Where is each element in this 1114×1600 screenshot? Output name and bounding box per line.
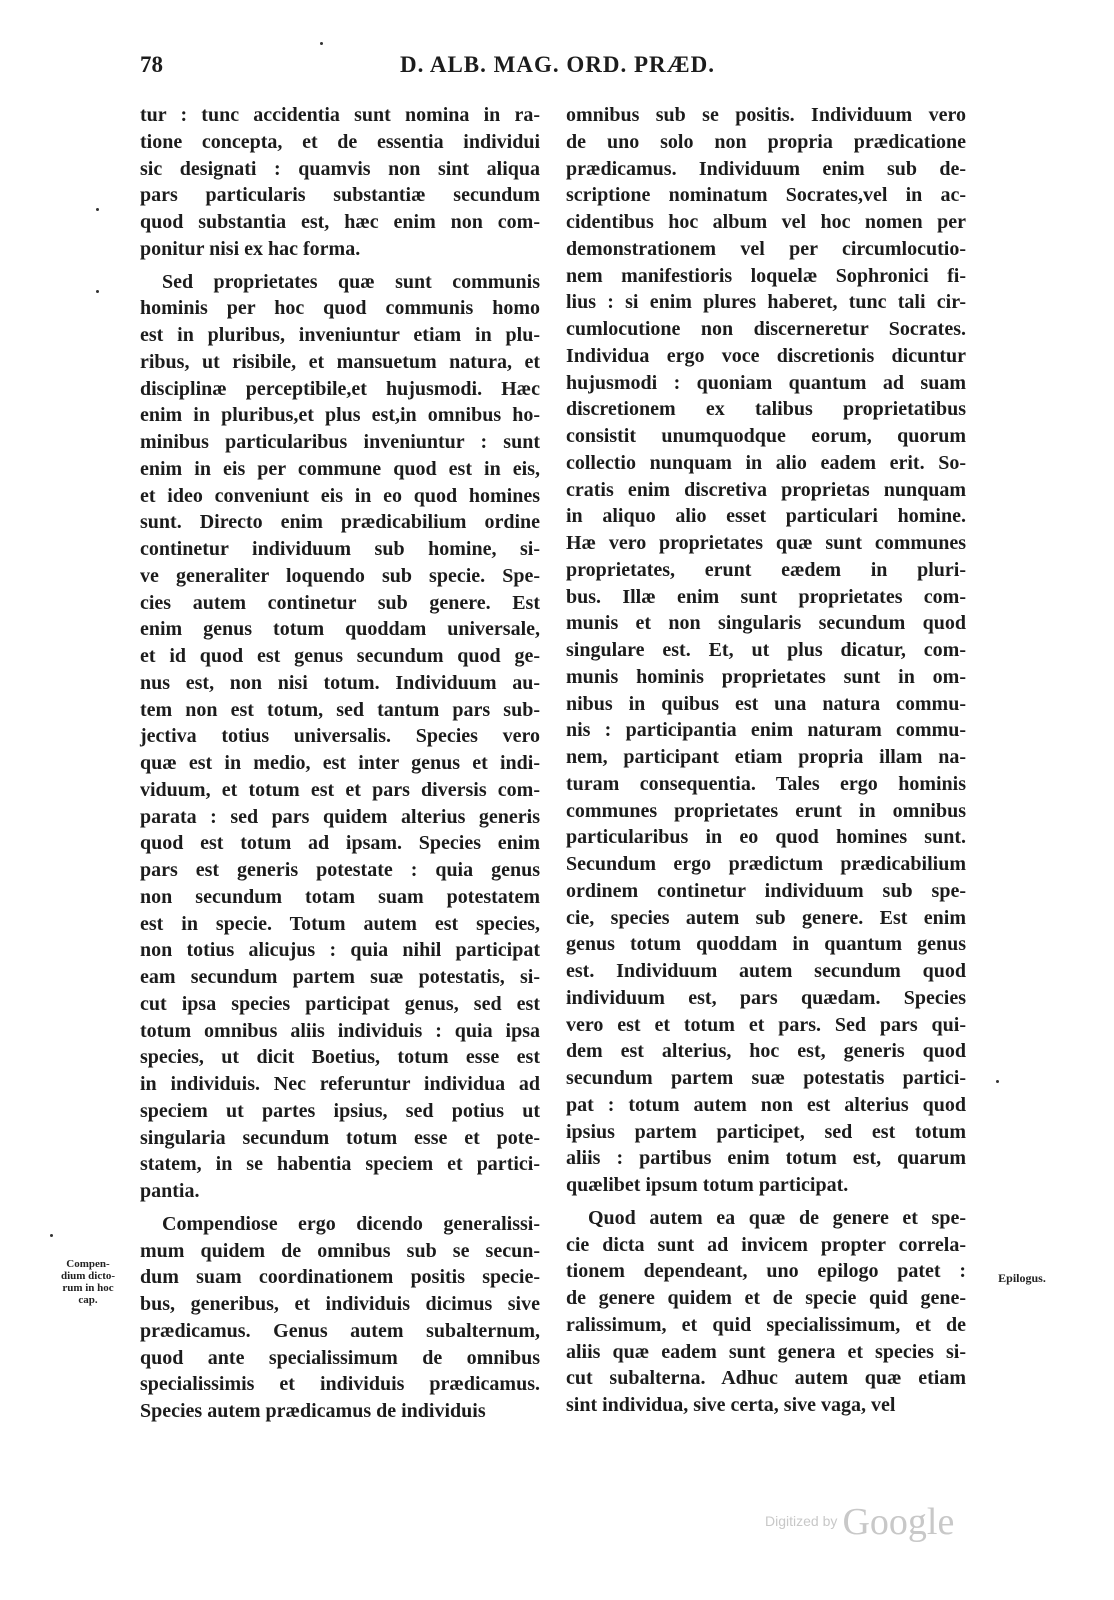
text-line: ralissimum, et quid specialissimum, et de	[566, 1313, 966, 1336]
text-line: continetur individuum sub homine, si-	[140, 538, 540, 560]
text-line: Compendiose ergo dicendo generalissi-	[162, 1212, 540, 1235]
margin-note-line: dium dicto-	[60, 1270, 116, 1282]
text-line: in aliquo alio esset particulari homine.	[566, 505, 966, 528]
text-line: et ideo conveniunt eis in eo quod homines	[140, 484, 540, 507]
text-line: demonstrationem vel per circumlocutio-	[566, 237, 966, 260]
text-line: singularia secundum totum esse et pote-	[140, 1126, 540, 1149]
text-line: prædicamus. Genus autem subalternum,	[140, 1319, 540, 1342]
text-line: Species autem prædicamus de individuis	[140, 1400, 486, 1422]
text-line: parata : sed pars quidem alterius generis	[140, 805, 540, 828]
text-line: aliis quæ eadem sunt genera et species si-	[566, 1340, 966, 1363]
text-line: turam consequentia. Tales ergo hominis	[566, 772, 966, 795]
text-line: Quod autem ea quæ de genere et spe-	[588, 1206, 966, 1229]
text-line: omnibus sub se positis. Individuum vero	[566, 104, 966, 126]
page-number: 78	[140, 52, 163, 77]
digitized-watermark	[765, 1500, 954, 1544]
margin-note-compendium	[42, 1258, 134, 1306]
text-line: cumlocutione non discerneretur Socrates.	[566, 318, 966, 340]
text-line: viduum, et totum est et pars diversis com-	[140, 778, 540, 801]
text-line: ordinem continetur individuum sub spe-	[566, 879, 966, 902]
text-line: sunt. Directo enim prædicabilium ordine	[140, 511, 540, 534]
left-text-column	[140, 102, 540, 1425]
text-line: ve generaliter loquendo sub specie. Spe-	[140, 564, 540, 587]
text-line: dem est alterius, hoc est, generis quod	[566, 1040, 966, 1063]
text-line: specialissimis et individuis prædicamus.	[140, 1373, 540, 1396]
text-line: non totius alicujus : quia nihil participat	[140, 939, 540, 962]
watermark-prefix: Digitized by	[765, 1513, 838, 1529]
text-line: nus est, non nisi totum. Individuum au-	[140, 671, 540, 694]
text-line: munis et non singularis secundum quod	[566, 612, 966, 635]
text-line: secundum partem suæ potestatis partici-	[566, 1067, 966, 1089]
text-line: quod ante specialissimum de omnibus	[140, 1346, 540, 1369]
text-line: enim in eis per commune quod est in eis,	[140, 457, 540, 480]
scan-speck	[50, 1234, 53, 1237]
text-line: tione concepta, et de essentia individui	[140, 130, 540, 153]
text-line: ipsius partem participet, sed est totum	[566, 1120, 966, 1143]
text-line: scriptione nominatum Socrates,vel in ac-	[566, 184, 966, 207]
text-line: cie dicta sunt ad invicem propter correla-	[566, 1233, 966, 1256]
text-line: aliis : partibus enim totum est, quarum	[566, 1147, 966, 1170]
margin-note-line: Compen-	[66, 1258, 110, 1270]
text-line: speciem ut partes ipsius, sed potius ut	[140, 1099, 540, 1122]
text-line: tionem dependeant, uno epilogo patet :	[566, 1260, 966, 1283]
text-line: munis hominis proprietates sunt in om-	[566, 665, 966, 688]
text-line: cie, species autem sub genere. Est enim	[566, 906, 966, 929]
text-line: est in pluribus, inveniuntur etiam in plu-	[140, 324, 540, 346]
text-line: singulare est. Et, ut plus dicatur, com-	[566, 639, 966, 661]
text-line: totum omnibus aliis individuis : quia ipsa	[140, 1019, 540, 1042]
text-line: quælibet ipsum totum participat.	[566, 1174, 849, 1196]
text-line: statem, in se habentia speciem et partici-	[140, 1153, 540, 1176]
text-line: hominis per hoc quod communis homo	[140, 297, 540, 320]
text-line: quod substantia est, hæc enim non com-	[140, 211, 540, 233]
margin-note-line: cap.	[78, 1294, 98, 1306]
text-line: lius : si enim plures haberet, tunc tali cir-	[566, 291, 966, 314]
text-line: de uno solo non propria prædicatione	[566, 130, 966, 153]
text-line: species, ut dicit Boetius, totum esse est	[140, 1046, 540, 1069]
text-line: et id quod est genus secundum quod ge-	[140, 645, 540, 667]
text-line: pat : totum autem non est alterius quod	[566, 1093, 966, 1116]
text-line: particularibus in eo quod homines sunt.	[566, 826, 966, 849]
text-line: nem, participant etiam propria illam na-	[566, 746, 966, 768]
text-line: jectiva totius universalis. Species vero	[140, 725, 540, 748]
text-line: bus, generibus, et individuis dicimus sive	[140, 1293, 540, 1315]
text-line: minibus particularibus inveniuntur : sunt	[140, 431, 540, 453]
text-line: discretionem ex talibus proprietatibus	[566, 398, 966, 421]
text-line: nibus in quibus est una natura commu-	[566, 692, 966, 715]
text-line: est. Individuum autem secundum quod	[566, 960, 966, 982]
text-line: individuum est, pars quædam. Species	[566, 986, 966, 1009]
text-line: sint individua, sive certa, sive vaga, vel	[566, 1394, 896, 1416]
text-line: quod est totum ad ipsam. Species enim	[140, 832, 540, 855]
scan-speck	[96, 208, 99, 211]
text-line: tur : tunc accidentia sunt nomina in ra-	[140, 104, 540, 126]
text-line: nem manifestioris loquelæ Sophronici fi-	[566, 264, 966, 287]
text-line: dum suam coordinationem positis specie-	[140, 1266, 540, 1289]
text-line: cut ipsa species participat genus, sed est	[140, 992, 540, 1015]
text-line: tem non est totum, sed tantum pars sub-	[140, 698, 540, 721]
scan-speck	[96, 290, 99, 293]
text-line: vero est et totum et pars. Sed pars qui-	[566, 1013, 966, 1036]
right-text-column	[566, 102, 966, 1419]
text-line: cratis enim discretiva proprietas nunquam	[566, 478, 966, 501]
text-line: in individuis. Nec referuntur individua ad	[140, 1073, 540, 1095]
text-line: quæ est in medio, est inter genus et indi-	[140, 752, 540, 774]
text-line: Sed proprietates quæ sunt communis	[162, 270, 540, 293]
text-line: communes proprietates erunt in omnibus	[566, 799, 966, 822]
text-line: cut subalterna. Adhuc autem quæ etiam	[566, 1367, 966, 1390]
text-line: pars particularis substantiæ secundum	[140, 184, 540, 207]
text-line: nis : participantia enim naturam commu-	[566, 719, 966, 742]
text-line: bus. Illæ enim sunt proprietates com-	[566, 585, 966, 608]
scan-speck	[996, 1080, 999, 1083]
text-line: genus totum quoddam in quantum genus	[566, 933, 966, 956]
text-line: mum quidem de omnibus sub se secun-	[140, 1239, 540, 1262]
running-head: D. ALB. MAG. ORD. PRÆD.	[400, 52, 715, 77]
text-line: enim in pluribus,et plus est,in omnibus ho-	[140, 404, 540, 427]
text-line: pars est generis potestate : quia genus	[140, 859, 540, 881]
text-line: cies autem continetur sub genere. Est	[140, 591, 540, 614]
text-line: pantia.	[140, 1180, 200, 1202]
scan-speck	[320, 42, 323, 45]
text-line: ponitur nisi ex hac forma.	[140, 237, 361, 260]
text-line: sic designati : quamvis non sint aliqua	[140, 157, 540, 180]
text-line: hujusmodi : quoniam quantum ad suam	[566, 371, 966, 394]
text-line: consistit unumquodque eorum, quorum	[566, 425, 966, 447]
text-line: prædicamus. Individuum enim sub de-	[566, 157, 966, 180]
google-logo: Google	[842, 1501, 955, 1543]
text-line: est in specie. Totum autem est species,	[140, 912, 540, 935]
text-line: eam secundum partem suæ potestatis, si-	[140, 966, 540, 988]
text-line: Hæ vero proprietates quæ sunt communes	[566, 532, 966, 554]
text-line: enim genus totum quoddam universale,	[140, 618, 540, 641]
text-line: ribus, ut risibile, et mansuetum natura, et	[140, 350, 540, 373]
text-line: proprietates, erunt eædem in pluri-	[566, 558, 966, 581]
text-line: de genere quidem et de specie quid gene-	[566, 1287, 966, 1309]
text-line: disciplinæ perceptibile,et hujusmodi. Hæc	[140, 377, 540, 400]
text-line: Secundum ergo prædictum prædicabilium	[566, 853, 966, 875]
text-line: Individua ergo voce discretionis dicuntur	[566, 344, 966, 367]
text-line: collectio nunquam in alio eadem erit. So-	[566, 451, 966, 474]
margin-note-line: rum in hoc	[62, 1282, 114, 1294]
text-line: cidentibus hoc album vel hoc nomen per	[566, 211, 966, 233]
margin-note-epilogus: Epilogus.	[998, 1271, 1046, 1285]
text-line: non secundum totam suam potestatem	[140, 885, 540, 908]
